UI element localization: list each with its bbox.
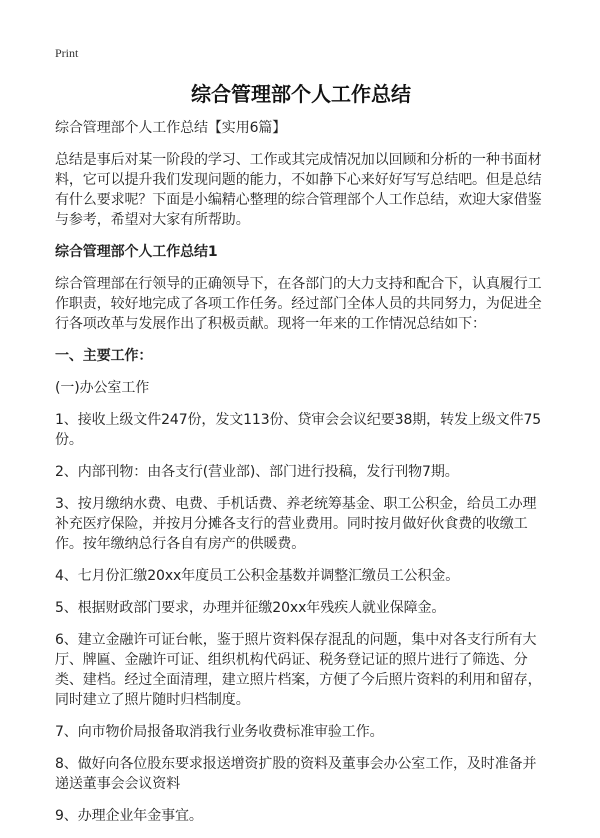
intro-paragraph: 总结是事后对某一阶段的学习、工作或其完成情况加以回顾和分析的一种书面材料，它可以提升我们发现问题的能力，不如静下心来好好写写总结吧。但是总结有什么要求呢？下面是小编精心整理的综合管理部个人工作总结，欢迎大家借鉴与参考，希望对大家有所帮助。 xyxy=(55,152,542,228)
list-item: 2、内部刊物：由各支行(营业部)、部门进行投稿，发行刊物7期。 xyxy=(55,464,459,480)
main-work-heading: 一、主要工作： xyxy=(55,348,153,364)
list-item: 8、做好向各位股东要求报送增资扩股的资料及董事会办公室工作，及时准备并递送董事会会议资料 xyxy=(55,756,537,792)
list-item: 1、接收上级文件247份，发文113份、贷审会会议纪要38期，转发上级文件75份。 xyxy=(55,412,542,448)
office-work-heading: (一)办公室工作 xyxy=(55,380,150,396)
document-subtitle: 综合管理部个人工作总结【实用6篇】 xyxy=(55,120,287,136)
list-item: 4、七月份汇缴20xx年度员工公积金基数并调整汇缴员工公积金。 xyxy=(55,568,460,584)
list-item: 6、建立金融许可证台帐，鉴于照片资料保存混乱的问题，集中对各支行所有大厅、牌匾、金融许可证、组织机构代码证、税务登记证的照片进行了筛选、分类、建档。经过全面清理，建立照片档案，方便了今后照片资料的利用和留存，同时建立了照片随时归档制度。 xyxy=(55,632,542,708)
list-item: 3、按月缴纳水费、电费、手机话费、养老统筹基金、职工公积金，给员工办理补充医疗保险，并按月分摊各支行的营业费用。同时按月做好伙食费的收缴工作。按年缴纳总行各自有房产的供暖费。 xyxy=(55,496,537,552)
document-body xyxy=(55,80,547,838)
list-item: 9、办理企业年金事宜。 xyxy=(55,808,203,824)
section-heading: 综合管理部个人工作总结1 xyxy=(55,244,218,260)
document-title: 综合管理部个人工作总结 xyxy=(191,82,411,106)
list-item: 5、根据财政部门要求，办理并征缴20xx年残疾人就业保障金。 xyxy=(55,600,446,616)
section-intro-paragraph: 综合管理部在行领导的正确领导下，在各部门的大力支持和配合下，认真履行工作职责，较好地完成了各项工作任务。经过部门全体人员的共同努力，为促进全行各项改革与发展作出了积极贡献。现将一年来的工作情况总结如下： xyxy=(55,276,542,332)
print-link[interactable]: Print xyxy=(55,46,79,60)
list-item: 7、向市物价局报备取消我行业务收费标准审验工作。 xyxy=(55,724,384,740)
